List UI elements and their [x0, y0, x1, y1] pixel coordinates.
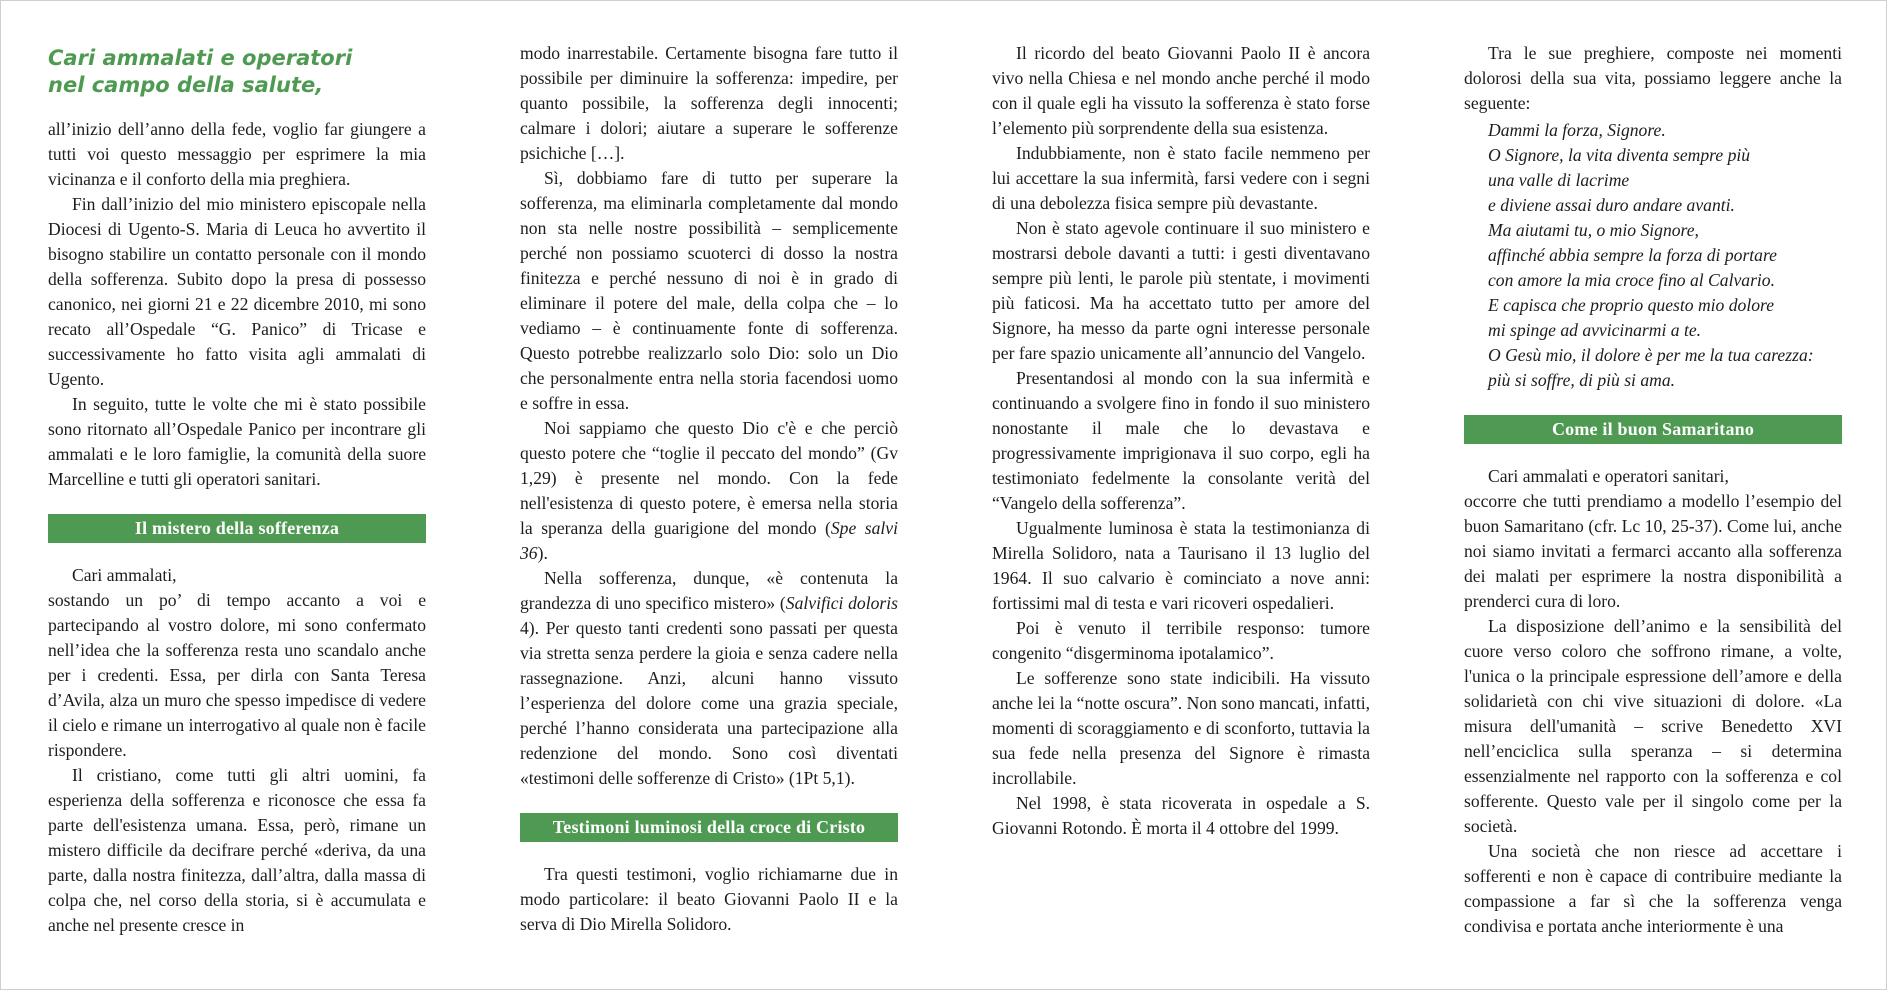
greeting-title [48, 45, 426, 99]
paragraph: occorre che tutti prendiamo a modello l’esempio del buon Samaritano (cfr. Lc 10, 25-37). Come lui, anche noi siamo invitati a fermarci accanto alla sofferenza dei malati per esprimere la nostra disponibilità a prenderci cura di loro. [1464, 491, 1842, 611]
paragraph: Poi è venuto il terribile responso: tumore congenito “disgerminoma ipotalamico”. [992, 618, 1370, 663]
poem-line: O Gesù mio, il dolore è per me la tua carezza: [1488, 345, 1814, 365]
poem-line: e diviene assai duro andare avanti. [1488, 195, 1735, 215]
column-2 [520, 41, 898, 937]
paragraph: Indubbiamente, non è stato facile nemmeno per lui accettare la sua infermità, farsi vedere con i segni di una debolezza fisica sempre più devastante. [992, 143, 1370, 213]
text-run: 4). Per questo tanti credenti sono passati per questa via stretta senza perdere la gioia e senza cadere nella rassegnazione. Anzi, alcuni hanno vissuto l’esperienza del dolore come una grazia speciale, perché l’hanno considerata una partecipazione alla redenzione del mondo. Sono così diventati «testimoni delle sofferenze di Cristo» (1Pt 5,1). [520, 618, 898, 788]
paragraph: Presentandosi al mondo con la sua infermità e continuando a svolgere fino in fondo il suo ministero nonostante il male che lo devastava e progressivamente imprigionava il suo corpo, egli ha testimoniato fedelmente la consolante verità del “Vangelo della sofferenza”. [992, 368, 1370, 513]
paragraph [520, 566, 898, 791]
column-1 [48, 41, 426, 938]
prayer-poem [1488, 118, 1842, 393]
paragraph: Tra le sue preghiere, composte nei momenti dolorosi della sua vita, possiamo leggere anche la seguente: [1464, 43, 1842, 113]
paragraph: Fin dall’inizio del mio ministero episcopale nella Diocesi di Ugento-S. Maria di Leuca ho avvertito il bisogno stabilire un contatto personale con il mondo della sofferenza. Subito dopo la presa di possesso canonico, nei giorni 21 e 22 dicembre 2010, mi sono recato all’Ospedale “G. Panico” di Tricase e successivamente ho fatto visita agli ammalati di Ugento. [48, 194, 426, 389]
section-heading-samaritano: Come il buon Samaritano [1464, 415, 1842, 444]
paragraph: Le sofferenze sono state indicibili. Ha vissuto anche lei la “notte oscura”. Non sono mancati, infatti, momenti di scoraggiamento e di sconforto, tuttavia la sua fede nella presenza del Signore è rimasta incrollabile. [992, 668, 1370, 788]
greeting-title-line-1: Cari ammalati e operatori [48, 46, 353, 70]
text-run: ). [537, 543, 548, 563]
salutation: Cari ammalati e operatori sanitari, [1488, 466, 1729, 486]
poem-line: con amore la mia croce fino al Calvario. [1488, 270, 1775, 290]
poem-line: Ma aiutami tu, o mio Signore, [1488, 220, 1699, 240]
poem-line: Dammi la forza, Signore. [1488, 120, 1666, 140]
citation: Salvifici doloris [785, 593, 898, 613]
column-3 [992, 41, 1370, 841]
poem-line: O Signore, la vita diventa sempre più [1488, 145, 1751, 165]
poem-line: mi spinge ad avvicinarmi a te. [1488, 320, 1702, 340]
poem-line: più si soffre, di più si ama. [1488, 370, 1676, 390]
paragraph: Nel 1998, è stata ricoverata in ospedale a S. Giovanni Rotondo. È morta il 4 ottobre del 1999. [992, 793, 1370, 838]
poem-line: una valle di lacrime [1488, 170, 1630, 190]
paragraph: Ugualmente luminosa è stata la testimonianza di Mirella Solidoro, nata a Taurisano il 13 luglio del 1964. Il suo calvario è cominciato a nove anni: fortissimi mal di testa e vari ricoveri ospedalieri. [992, 518, 1370, 613]
paragraph: La disposizione dell’animo e la sensibilità del cuore verso coloro che soffrono rimane, a volte, l'unica o la principale espressione dell’amore e della solidarietà con chi vive situazioni di dolore. «La misura dell'umanità – scrive Benedetto XVI nell’enciclica sulla speranza – si determina essenzialmente nel rapporto con la sofferenza e col sofferente. Questo vale per il singolo come per la società. [1464, 616, 1842, 836]
text-run: Noi sappiamo che questo Dio c'è e che perciò questo potere che “toglie il peccato del mondo” (Gv 1,29) è presente nel mondo. Con la fede nell'esistenza di questo potere, è emersa nella storia la speranza della guarigione del mondo ( [520, 418, 898, 538]
paragraph [520, 416, 898, 566]
paragraph: Sì, dobbiamo fare di tutto per superare la sofferenza, ma eliminarla completamente dal mondo non sta nelle nostre possibilità – semplicemente perché non possiamo scuoterci di dosso la nostra finitezza e perché nessuno di noi è in grado di eliminare il potere del male, della colpa che – lo vediamo – è continuamente fonte di sofferenza. Questo potrebbe realizzarlo solo Dio: solo un Dio che personalmente entra nella storia facendosi uomo e soffre in essa. [520, 168, 898, 413]
paragraph: In seguito, tutte le volte che mi è stato possibile sono ritornato all’Ospedale Panico per incontrare gli ammalati e le loro famiglie, la comunità della suore Marcelline e tutti gli operatori sanitari. [48, 394, 426, 489]
paragraph: Una società che non riesce ad accettare i sofferenti e non è capace di contribuire mediante la compassione a far sì che la sofferenza venga condivisa e portata anche interiormente è una [1464, 841, 1842, 936]
column-4 [1464, 41, 1842, 939]
paragraph: sostando un po’ di tempo accanto a voi e partecipando al vostro dolore, mi sono confermato nell’idea che la sofferenza resta uno scandalo anche per i credenti. Essa, per dirla con Santa Teresa d’Avila, alza un muro che spesso impedisce di vedere il cielo e rimane un interrogativo al quale non è facile rispondere. [48, 590, 426, 760]
text-run: Nella sofferenza, dunque, «è contenuta la grandezza di uno specifico mistero» ( [520, 568, 898, 613]
paragraph: Non è stato agevole continuare il suo ministero e mostrarsi debole davanti a tutti: i gesti diventavano sempre più lenti, le parole più stentate, i movimenti più faticosi. Ma ha accettato tutto per amore del Signore, ha messo da parte ogni interesse personale per fare spazio unicamente all’annuncio del Vangelo. [992, 218, 1370, 363]
section-heading-mistero: Il mistero della sofferenza [48, 514, 426, 543]
poem-line: E capisca che proprio questo mio dolore [1488, 295, 1775, 315]
paragraph: Il cristiano, come tutti gli altri uomini, fa esperienza della sofferenza e riconosce che essa fa parte dell'esistenza umana. Essa, però, rimane un mistero difficile da decifrare perché «deriva, da una parte, dalla nostra finitezza, dall’altra, dalla massa di colpa che, nel corso della storia, si è accumulata e anche nel presente cresce in [48, 765, 426, 935]
poem-line: affinché abbia sempre la forza di portare [1488, 245, 1777, 265]
paragraph: all’inizio dell’anno della fede, voglio far giungere a tutti voi questo messaggio per esprimere la mia vicinanza e il conforto della mia preghiera. [48, 119, 426, 189]
section-heading-testimoni: Testimoni luminosi della croce di Cristo [520, 813, 898, 842]
citation: Spe salvi 36 [520, 518, 899, 563]
paragraph: modo inarrestabile. Certamente bisogna fare tutto il possibile per diminuire la sofferenza: impedire, per quanto possibile, la sofferenza degli innocenti; calmare i dolori; aiutare a superare le sofferenze psichiche […]. [520, 43, 898, 163]
greeting-title-line-2: nel campo della salute, [48, 73, 324, 97]
salutation: Cari ammalati, [72, 565, 177, 585]
paragraph: Il ricordo del beato Giovanni Paolo II è ancora vivo nella Chiesa e nel mondo anche perché il modo con il quale egli ha vissuto la sofferenza è stato forse l’elemento più sorprendente della sua esistenza. [992, 43, 1370, 138]
paragraph: Tra questi testimoni, voglio richiamarne due in modo particolare: il beato Giovanni Paolo II e la serva di Dio Mirella Solidoro. [520, 864, 898, 934]
